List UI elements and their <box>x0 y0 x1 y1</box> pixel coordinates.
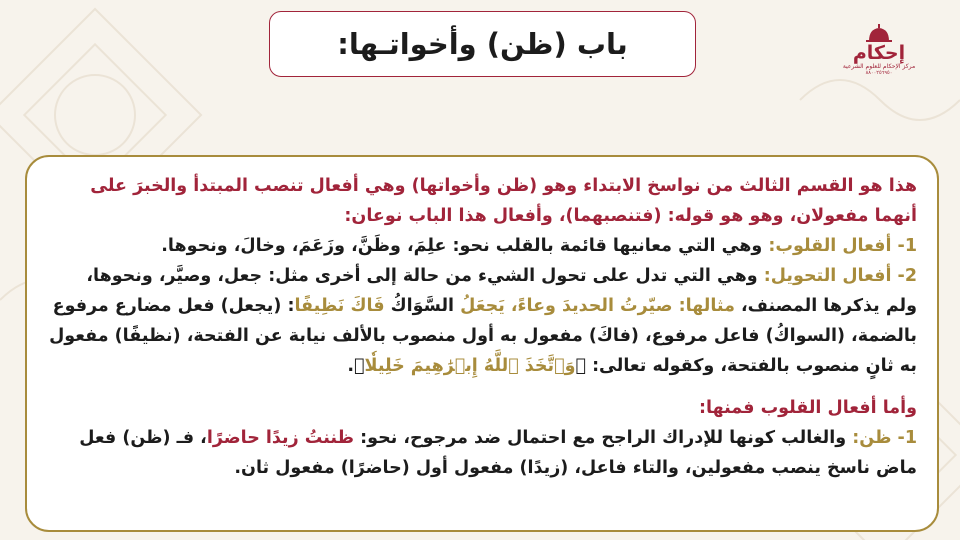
final-line: ماض ناسخ ينصب مفعولين، والتاء فاعل، (زيدًا) مفعول أول (حاضرًا) مفعول ثان. <box>234 458 917 478</box>
example-label: مثالها: <box>672 296 735 316</box>
intro-line-2: أنهما مفعولان، وهو هو قوله: (فتنصبهما)، وأفعال هذا الباب نوعان: <box>344 206 917 226</box>
section-heading: وأما أفعال القلوب فمنها: <box>699 398 917 418</box>
example-object: فَاكَ نَظِيفًا <box>294 296 385 316</box>
item-tahwil-text: وهي التي تدل على تحول الشيء من حالة إلى أخرى مثل: جعل، وصيَّر، ونحوها، <box>86 266 764 286</box>
logo-word: إحكام <box>852 42 906 64</box>
item-zann-label: 1- ظن: <box>852 428 917 448</box>
item-zann-text: والغالب كونها للإدراك الراجح مع احتمال ضد مرجوح، نحو: <box>354 428 853 448</box>
logo-subtitle: مركز الإحكام للعلوم الشرعية <box>842 63 916 70</box>
quran-verse: وَٱتَّخَذَ ٱللَّهُ إِبۡرَٰهِيمَ خَلِيلٗا <box>364 356 576 376</box>
example-line <box>49 291 917 321</box>
logo-number: ٨٨٠٠٢٥٦٩٥٠ <box>865 70 893 76</box>
item-zann <box>49 423 917 453</box>
example-sentence: صيّرتُ الحديدَ وعاءً، يَجعَلُ <box>460 296 673 316</box>
mosque-dome-logo-icon <box>866 24 892 42</box>
logo <box>842 24 916 94</box>
content-box <box>25 155 939 532</box>
item-qulub <box>49 231 917 261</box>
verse-intro: به ثانٍ منصوب بالفتحة، وكقوله تعالى: ﴿ <box>575 356 917 376</box>
title-box <box>269 11 696 77</box>
item-tahwil <box>49 261 917 291</box>
example-parsing: : (يجعل) فعل مضارع مرفوع <box>52 296 295 316</box>
item-zann-example: ظننتُ زيدًا حاضرًا <box>206 428 355 448</box>
page-title: باب (ظن) وأخواتـها: <box>337 27 628 61</box>
item-tahwil-label: 2- أفعال التحويل: <box>763 266 917 286</box>
item-qulub-label: 1- أفعال القلوب: <box>768 236 917 256</box>
verse-line <box>49 351 917 381</box>
item-zann-parsing: ، فـ (ظن) فعل <box>79 428 207 448</box>
example-word: السَّوَاكُ <box>384 296 461 316</box>
verse-close: ﴾. <box>347 356 365 376</box>
parsing-line: بالضمة، (السواكُ) فاعل مرفوع، (فاكَ) مفعول به أول منصوب بالألف نيابة عن الفتحة، (نظيفًا) مفعول <box>49 326 917 346</box>
item-qulub-text: وهي التي معانيها قائمة بالقلب نحو: علِمَ، وظَنَّ، وزَعَمَ، وخالَ، ونحوها. <box>161 236 769 256</box>
example-line-intro: ولم يذكرها المصنف، <box>734 296 917 316</box>
intro-line-1: هذا هو القسم الثالث من نواسخ الابتداء وهو (ظن وأخواتها) وهي أفعال تنصب المبتدأ والخبرَ على <box>90 176 917 196</box>
